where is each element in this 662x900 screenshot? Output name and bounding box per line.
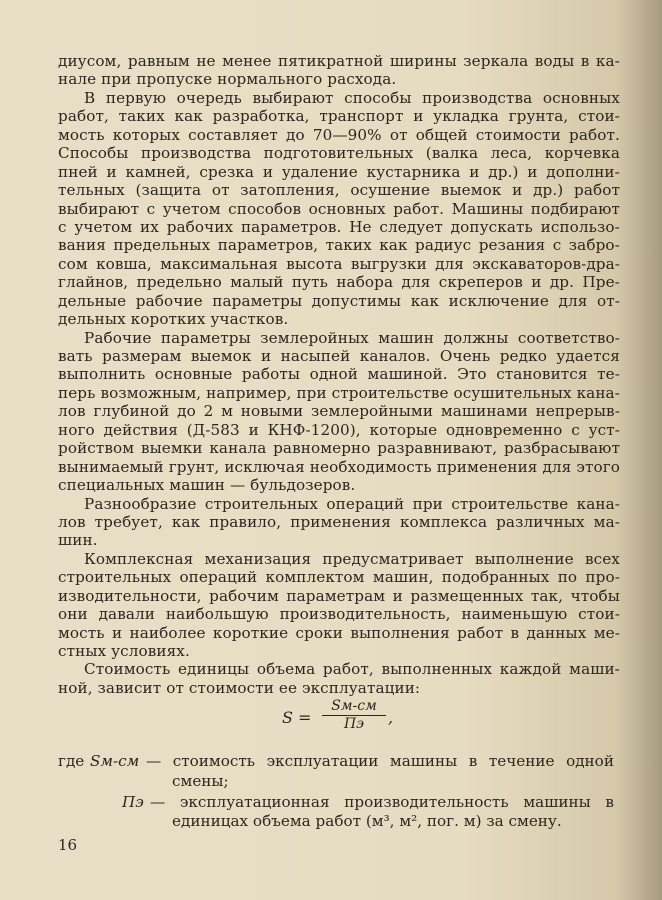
word: строительных (58, 568, 172, 587)
def-word: эксплуатационная (179, 793, 330, 811)
word: Стоимость (84, 660, 171, 679)
word: лов (58, 402, 86, 421)
word: размерам (102, 347, 182, 365)
word: выемки (140, 439, 203, 458)
word: способы (344, 88, 412, 107)
word: осушительных (453, 383, 572, 402)
text-line (58, 550, 620, 568)
text-line (58, 163, 620, 181)
formula-lhs: S = (282, 708, 312, 727)
word: чтобы (570, 586, 620, 605)
word: короткие (212, 623, 289, 642)
def-word: — (146, 752, 162, 770)
def2-symbol: Пэ (122, 793, 144, 811)
word: разравнивают, (377, 439, 498, 458)
word: первую (105, 88, 167, 107)
word: выемок (440, 181, 502, 200)
word: одной (309, 365, 358, 384)
word: затопления, (240, 181, 340, 200)
word: машиной. (367, 365, 448, 384)
word: изводительности, (58, 586, 202, 605)
word: леса, (490, 144, 533, 163)
text-line (58, 624, 620, 642)
word: предельных (113, 236, 211, 255)
def-word: эксплуатации (266, 752, 379, 770)
word: выбирают (252, 88, 334, 107)
word: работ (457, 623, 504, 642)
word: одновременно (445, 420, 563, 439)
word: общей (415, 125, 468, 144)
word: транспорт (319, 107, 404, 126)
word: различных (496, 512, 585, 531)
word: кана- (576, 383, 620, 402)
word: насыпей (280, 347, 351, 365)
word: как (379, 236, 408, 255)
word: объема (256, 660, 316, 679)
word: мость (58, 623, 105, 642)
word: те- (597, 365, 620, 384)
word: таких (325, 236, 372, 255)
word: Комплексная (84, 549, 194, 568)
formula-numerator: Sм-см (322, 698, 386, 716)
word: данных (526, 623, 587, 642)
def-word: — (150, 793, 166, 811)
word: тельных (58, 181, 125, 200)
word: исключение (448, 291, 549, 310)
word: уст- (588, 420, 620, 439)
formula-tail: , (388, 708, 394, 727)
text-line: ной, зависит от стоимости ее эксплуатации: (58, 678, 421, 697)
word: с (58, 217, 67, 236)
word: применения (436, 457, 538, 476)
text-line (58, 255, 620, 273)
word: и (262, 162, 274, 181)
def2-line1 (150, 793, 614, 812)
text-line (58, 439, 620, 457)
word: каналов. (359, 347, 431, 365)
word: способов (228, 199, 302, 218)
word: требует, (94, 512, 163, 531)
word: др. (549, 273, 575, 292)
word: кана- (576, 494, 620, 513)
word: диусом, (58, 52, 122, 70)
word: выбирают (58, 199, 140, 218)
text-line (58, 89, 620, 107)
text-line (58, 384, 620, 402)
word: работ, (58, 107, 109, 126)
text-line (58, 421, 620, 439)
word: скреперов (438, 273, 523, 292)
word: подобранных (441, 568, 550, 587)
word: как (174, 107, 203, 126)
word: разработка, (212, 107, 310, 126)
word: (валка (425, 144, 479, 163)
text-line (58, 568, 620, 586)
word: м (221, 402, 234, 421)
text-line: специальных машин — бульдозеров. (58, 476, 356, 495)
word: глубиной (93, 402, 170, 421)
word: лов (58, 512, 86, 531)
word: срезка (199, 162, 255, 181)
word: работ. (569, 125, 620, 144)
word: очередь (176, 88, 242, 107)
word: про- (585, 568, 620, 587)
word: КНФ-1200), (267, 420, 361, 439)
word: параметров, (217, 236, 319, 255)
word: Это (457, 365, 487, 384)
word: Способы (58, 144, 129, 163)
word: Машины (451, 199, 524, 218)
text-line (58, 236, 620, 254)
word: действия (103, 420, 178, 439)
word: и (512, 181, 523, 200)
def1-line1 (146, 752, 614, 771)
word: единицы (177, 660, 250, 679)
word: корчевка (544, 144, 620, 163)
formula-denominator: Пэ (343, 716, 365, 732)
text-line (58, 365, 620, 383)
word: исключая (224, 457, 305, 476)
word: грунта, (508, 107, 569, 126)
text-line (58, 458, 620, 476)
word: землеройных (260, 328, 369, 347)
word: менее (222, 52, 272, 70)
word: перь (58, 383, 96, 402)
word: предельно (136, 273, 222, 292)
word: Рабочие (84, 328, 152, 347)
word: необходимость (309, 457, 432, 476)
word: не (196, 52, 216, 70)
word: параметры (160, 328, 251, 347)
def1-prefix: где (58, 752, 85, 770)
word: разбрасывают (503, 439, 620, 458)
word: сроки (295, 623, 344, 642)
word: малый (230, 273, 284, 292)
word: так, (530, 586, 564, 605)
word: ме- (593, 623, 620, 642)
word: машин, (372, 568, 434, 587)
def-word: стоимость (172, 752, 256, 770)
word: стои- (578, 605, 620, 624)
word: параметров. (240, 217, 342, 236)
word: предусматривает (322, 549, 464, 568)
word: 2 (203, 402, 214, 421)
word: от- (597, 291, 620, 310)
word: Не (349, 217, 372, 236)
text-line (58, 273, 620, 291)
word: основных (542, 88, 620, 107)
word: экскаваторов-дра- (472, 254, 620, 273)
word: комплекса (399, 512, 488, 531)
word: рабочим (209, 586, 279, 605)
text-line (58, 144, 620, 162)
word: и (392, 586, 403, 605)
word: пятикратной (278, 52, 384, 70)
word: ного (58, 420, 95, 439)
word: работы (241, 365, 301, 384)
text-line (58, 218, 620, 236)
word: грунт, (168, 457, 220, 476)
text-line: стных условиях. (58, 642, 190, 660)
word: параметрам (286, 586, 386, 605)
word: основные (154, 365, 233, 384)
word: они (58, 605, 88, 624)
def-word: в (468, 752, 478, 770)
word: набора (336, 273, 394, 292)
word: удаление (281, 162, 358, 181)
text-line (58, 495, 620, 513)
word: глайнов, (58, 273, 129, 292)
word: в (580, 52, 590, 70)
text-line (58, 126, 620, 144)
word: для (558, 291, 588, 310)
word: всех (584, 549, 620, 568)
word: равномерно (273, 439, 371, 458)
word: и (527, 162, 538, 181)
word: зеркала (463, 52, 529, 70)
text-line (58, 181, 620, 199)
word: В (84, 88, 96, 107)
text-line (58, 329, 620, 347)
formula-fraction (322, 698, 386, 732)
word: выполненных (381, 660, 493, 679)
word: которых (112, 125, 181, 144)
word: составляет (188, 125, 278, 144)
word: производства (422, 88, 533, 107)
word: подготовительных (263, 144, 414, 163)
word: машин (378, 328, 435, 347)
text-line: нале при пропуске нормального расхода. (58, 70, 397, 89)
text-line (58, 107, 620, 125)
text-line (58, 292, 620, 310)
word: и (531, 273, 542, 292)
word: радиус (415, 236, 472, 255)
text-line (58, 200, 620, 218)
word: и (248, 420, 259, 439)
word: и (413, 107, 424, 126)
word: в (510, 623, 520, 642)
word: удается (556, 347, 620, 365)
word: допустимы (311, 291, 402, 310)
text-line (58, 347, 620, 365)
word: ка- (595, 52, 620, 70)
word: выемок (190, 347, 252, 365)
text-line (58, 587, 620, 605)
word: для (542, 457, 572, 476)
word: вания (58, 236, 106, 255)
word: укладка (433, 107, 499, 126)
word: учетом (162, 199, 221, 218)
word: резания (478, 236, 546, 255)
word: канала (209, 439, 267, 458)
word: следует (379, 217, 443, 236)
word: каждой (499, 660, 562, 679)
word: др.) (488, 162, 519, 181)
def-word: в (605, 793, 614, 811)
word: маши- (569, 660, 620, 679)
word: работ, (322, 660, 374, 679)
word: производства (140, 144, 252, 163)
word: как (171, 512, 201, 531)
word: с (146, 199, 156, 218)
word: размещенных (410, 586, 524, 605)
word: производительность, (279, 605, 451, 624)
word: (защита (135, 181, 202, 200)
word: осушение (350, 181, 431, 200)
word: землеройными (311, 402, 434, 421)
word: и (260, 347, 272, 365)
word: операций (326, 494, 405, 513)
word: и (469, 162, 480, 181)
word: для (401, 273, 431, 292)
word: выполнить (58, 365, 146, 384)
word: равным (127, 52, 190, 70)
word: применения (290, 512, 391, 531)
word: сом (58, 254, 88, 273)
word: забро- (568, 236, 620, 255)
word: должны (443, 328, 509, 347)
text-line (58, 660, 620, 678)
def-word: машины (389, 752, 458, 770)
text-line (58, 402, 620, 420)
word: возможным, (100, 383, 202, 402)
word: новыми (240, 402, 304, 421)
word: Разнообразие (84, 494, 197, 513)
word: операций (179, 568, 258, 587)
word: высота (286, 254, 343, 273)
word: ковша, (96, 254, 152, 273)
word: кустарника (366, 162, 461, 181)
word: выполнение (474, 549, 574, 568)
word: ройством (58, 439, 135, 458)
text-line (58, 513, 620, 531)
word: с (552, 236, 562, 255)
word: подбирают (530, 199, 620, 218)
def-word: течение (488, 752, 555, 770)
def-word: производительность (344, 793, 509, 811)
page-number: 16 (58, 836, 78, 854)
word: от (389, 125, 408, 144)
word: соответство- (517, 328, 620, 347)
word: которые (369, 420, 438, 439)
word: и (106, 162, 117, 181)
text-line (58, 605, 620, 623)
word: становится (496, 365, 588, 384)
word: воды (534, 52, 575, 70)
word: 70—90% (312, 125, 382, 144)
word: допускать (450, 217, 533, 236)
word: рабочие (135, 291, 203, 310)
def-word: машины (523, 793, 591, 811)
word: камней, (125, 162, 191, 181)
def2-line2: единицах объема работ (м³, м², пог. м) за смену. (172, 812, 562, 830)
word: дельные (58, 291, 127, 310)
text-line: шин. (58, 531, 98, 550)
word: др.) (533, 181, 564, 200)
word: мость (58, 125, 105, 144)
word: например, (206, 383, 292, 402)
word: комплектом (265, 568, 365, 587)
def-word: одной (566, 752, 614, 770)
word: от (211, 181, 230, 200)
word: для (435, 254, 464, 273)
word: до (177, 402, 196, 421)
word: таких (118, 107, 165, 126)
body-text (58, 52, 620, 697)
word: непрерыв- (535, 402, 620, 421)
word: как (410, 291, 440, 310)
word: максимальная (160, 254, 278, 273)
word: с (571, 420, 580, 439)
text-line: дельных коротких участков. (58, 310, 289, 329)
def1-line2: смены; (172, 772, 229, 790)
word: выгрузки (350, 254, 427, 273)
word: механизация (204, 549, 312, 568)
word: дополни- (546, 162, 620, 181)
word: при (412, 494, 443, 513)
word: работ. (393, 199, 445, 218)
word: путь (291, 273, 328, 292)
word: машинами (440, 402, 528, 421)
cost-formula (282, 698, 402, 738)
word: вынимаемый (58, 457, 164, 476)
word: правило, (209, 512, 282, 531)
word: их (140, 217, 159, 236)
word: по (557, 568, 578, 587)
word: строительстве (451, 494, 569, 513)
def1-symbol: Sм-см (90, 752, 140, 770)
word: наименьшую (461, 605, 568, 624)
word: пней (58, 162, 98, 181)
word: использо- (540, 217, 620, 236)
word: до (286, 125, 305, 144)
word: давали (98, 605, 155, 624)
word: при (296, 383, 327, 402)
word: основных (308, 199, 386, 218)
word: Очень (439, 347, 491, 365)
word: редко (499, 347, 547, 365)
word: Пре- (582, 273, 620, 292)
word: учетом (74, 217, 133, 236)
word: и (111, 623, 123, 642)
word: стои- (578, 107, 620, 126)
word: строительных (204, 494, 319, 513)
text-line (58, 52, 620, 70)
word: параметры (212, 291, 303, 310)
word: выполнения (350, 623, 450, 642)
word: работ (574, 181, 620, 200)
word: наиболее (129, 623, 206, 642)
word: (Д-583 (186, 420, 240, 439)
word: ширины (389, 52, 457, 70)
word: этого (576, 457, 620, 476)
word: наибольшую (165, 605, 269, 624)
word: вать (58, 347, 93, 365)
word: рабочих (166, 217, 234, 236)
word: стоимости (475, 125, 561, 144)
word: ма- (593, 512, 620, 531)
word: строительстве (331, 383, 449, 402)
